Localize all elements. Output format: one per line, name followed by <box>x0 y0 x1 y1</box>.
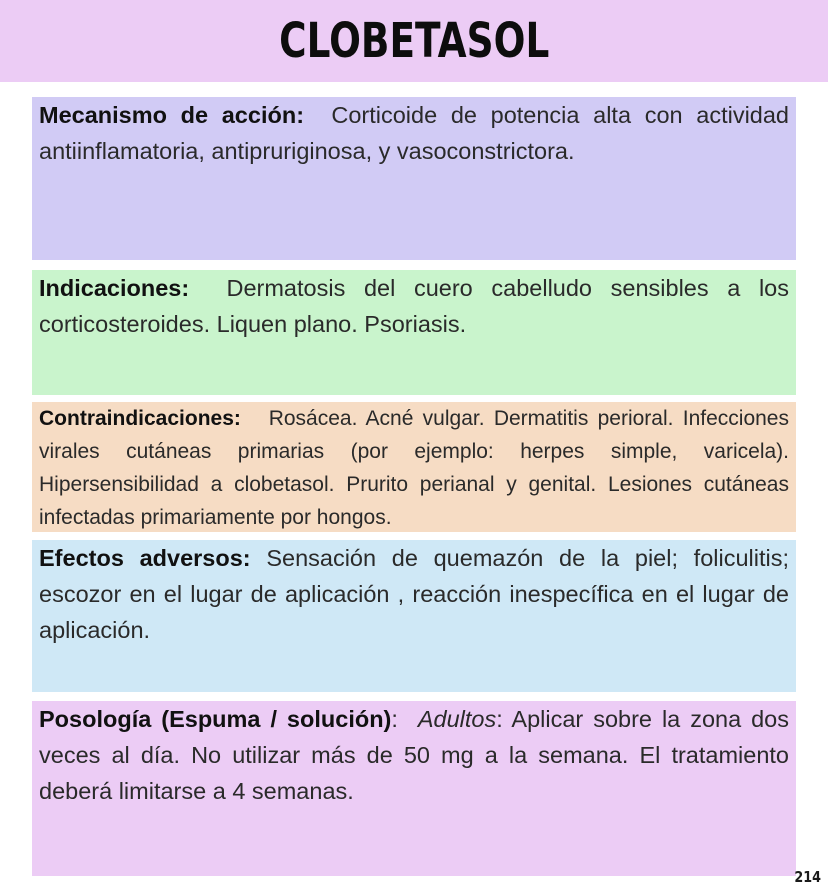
posologia-label: Posología (Espuma / solución) <box>39 706 392 732</box>
efectos-paragraph <box>39 540 789 648</box>
contraindicaciones-paragraph <box>39 402 789 534</box>
section-efectos-adversos <box>32 540 796 692</box>
contraindicaciones-label: Contraindicaciones: <box>39 407 241 430</box>
posologia-paragraph <box>39 701 789 809</box>
section-mecanismo <box>32 97 796 260</box>
efectos-text: Sensación de quemazón de la piel; foliculitis; escozor en el lugar de aplicación , reacción inespecífica en el lugar de aplicación. <box>39 545 790 643</box>
contraindicaciones-text: Rosácea. Acné vulgar. Dermatitis perioral. Infecciones virales cutáneas primarias (por ejemplo: herpes simple, varicela). Hipersensibilidad a clobetasol. Prurito perianal y genital. Lesiones cutáneas infectadas primariamente por hongos. <box>39 407 789 529</box>
posologia-audience: Adultos <box>417 706 497 732</box>
mecanismo-text: Corticoide de potencia alta con actividad antiinflamatoria, antipruriginosa, y vasoconstrictora. <box>39 102 789 164</box>
posologia-label-suffix: : <box>391 706 398 732</box>
section-indicaciones <box>32 270 796 395</box>
title-bar <box>0 0 828 82</box>
indicaciones-paragraph <box>39 270 789 342</box>
indicaciones-text: Dermatosis del cuero cabelludo sensibles a los corticosteroides. Liquen plano. Psoriasis. <box>39 275 790 337</box>
section-contraindicaciones <box>32 402 796 532</box>
mecanismo-paragraph <box>39 97 789 169</box>
section-posologia <box>32 701 796 876</box>
efectos-label: Efectos adversos: <box>39 545 251 571</box>
indicaciones-label: Indicaciones: <box>39 275 190 301</box>
mecanismo-label: Mecanismo de acción: <box>39 102 305 128</box>
page-title: CLOBETASOL <box>278 13 550 69</box>
posologia-text: : Aplicar sobre la zona dos veces al día. No utilizar más de 50 mg a la semana. El tratamiento deberá limitarse a 4 semanas. <box>39 706 790 804</box>
page-number: 214 <box>794 868 821 886</box>
